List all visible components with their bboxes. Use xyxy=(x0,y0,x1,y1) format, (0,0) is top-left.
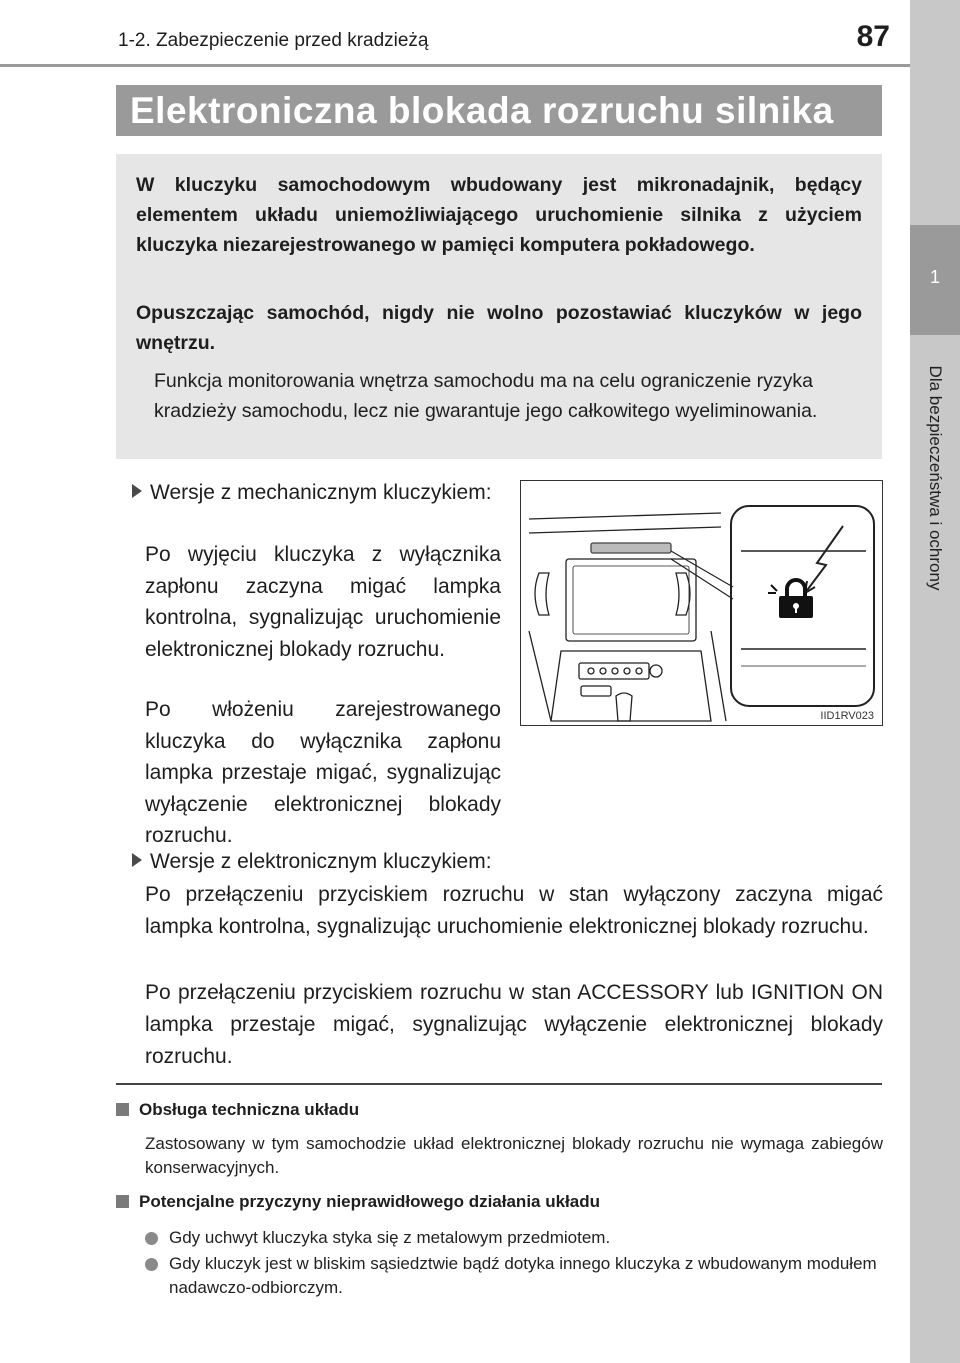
header-divider xyxy=(0,64,910,67)
intro-bold-paragraph-1: W kluczyku samochodowym wbudowany jest mikronadajnik, będący elementem układu uniemożliwiającego uruchomienie silnika z użyciem kluczyka niezarejestrowanego w pamięci komputera pokładowego. xyxy=(136,174,862,256)
maintenance-heading-text: Obsługa techniczna układu xyxy=(139,1100,360,1119)
dashboard-figure xyxy=(520,480,883,726)
section-divider xyxy=(116,1083,882,1085)
dashboard-illustration xyxy=(521,481,881,724)
maintenance-heading xyxy=(116,1098,359,1122)
page-number: 87 xyxy=(856,20,890,53)
maintenance-text: Zastosowany w tym samochodzie układ elektronicznej blokady rozruchu nie wymaga zabiegów konserwacyjnych. xyxy=(145,1134,883,1177)
intro-bold-paragraph-2: Opuszczając samochód, nigdy nie wolno pozostawiać kluczyków w jego wnętrzu. xyxy=(136,302,862,354)
section-title-bar xyxy=(116,85,882,136)
figure-code: IID1RV023 xyxy=(820,710,874,722)
cause-item-text: Gdy uchwyt kluczyka styka się z metalowym przedmiotem. xyxy=(169,1228,611,1247)
intro-box xyxy=(116,154,882,459)
cause-item xyxy=(145,1252,883,1300)
electronic-heading xyxy=(132,847,882,877)
circle-bullet-icon xyxy=(145,1232,158,1245)
square-bullet-icon xyxy=(116,1103,129,1116)
causes-heading xyxy=(116,1190,600,1214)
arrow-bullet-icon xyxy=(132,484,142,498)
running-header: 1-2. Zabezpieczenie przed kradzieżą xyxy=(118,30,429,51)
chapter-number: 1 xyxy=(929,267,940,287)
side-tab-upper xyxy=(910,0,960,225)
mechanical-heading xyxy=(132,478,502,508)
arrow-bullet-icon xyxy=(132,853,142,867)
intro-note: Funkcja monitorowania wnętrza samochodu ma na celu ograniczenie ryzyka kradzieży samochodu, lecz nie gwarantuje jego całkowitego wyeliminowania. xyxy=(154,370,818,422)
section-title: Elektroniczna blokada rozruchu silnika xyxy=(130,90,834,131)
immobilizer-lock-icon xyxy=(768,580,813,618)
mechanical-paragraph-2: Po włożeniu zarejestrowanego kluczyka do wyłącznika zapłonu lampka przestaje migać, sygnalizując wyłączenie elektronicznej blokady rozruchu. xyxy=(145,698,501,847)
chapter-tab xyxy=(910,225,960,335)
circle-bullet-icon xyxy=(145,1258,158,1271)
cause-item-text: Gdy kluczyk jest w bliskim sąsiedztwie bądź dotyka innego kluczyka z wbudowanym modułem nadawczo-odbiorczym. xyxy=(169,1254,877,1297)
causes-heading-text: Potencjalne przyczyny nieprawidłowego działania układu xyxy=(139,1192,601,1211)
chapter-title: Dla bezpieczeństwa i ochrony xyxy=(926,365,945,591)
electronic-paragraph-1: Po przełączeniu przyciskiem rozruchu w stan wyłączony zaczyna migać lampka kontrolna, sygnalizując uruchomienie elektronicznej blokady rozruchu. xyxy=(145,883,883,938)
electronic-heading-text: Wersje z elektronicznym kluczykiem: xyxy=(150,850,492,873)
square-bullet-icon xyxy=(116,1195,129,1208)
mechanical-paragraph-1: Po wyjęciu kluczyka z wyłącznika zapłonu zaczyna migać lampka kontrolna, sygnalizując uruchomienie elektronicznej blokady rozruchu. xyxy=(145,543,501,661)
electronic-paragraph-2: Po przełączeniu przyciskiem rozruchu w stan ACCESSORY lub IGNITION ON lampka przestaje migać, sygnalizując wyłączenie elektronicznej blokady rozruchu. xyxy=(145,981,883,1068)
cause-item xyxy=(145,1226,883,1250)
mechanical-heading-text: Wersje z mechanicznym kluczykiem: xyxy=(150,481,492,504)
